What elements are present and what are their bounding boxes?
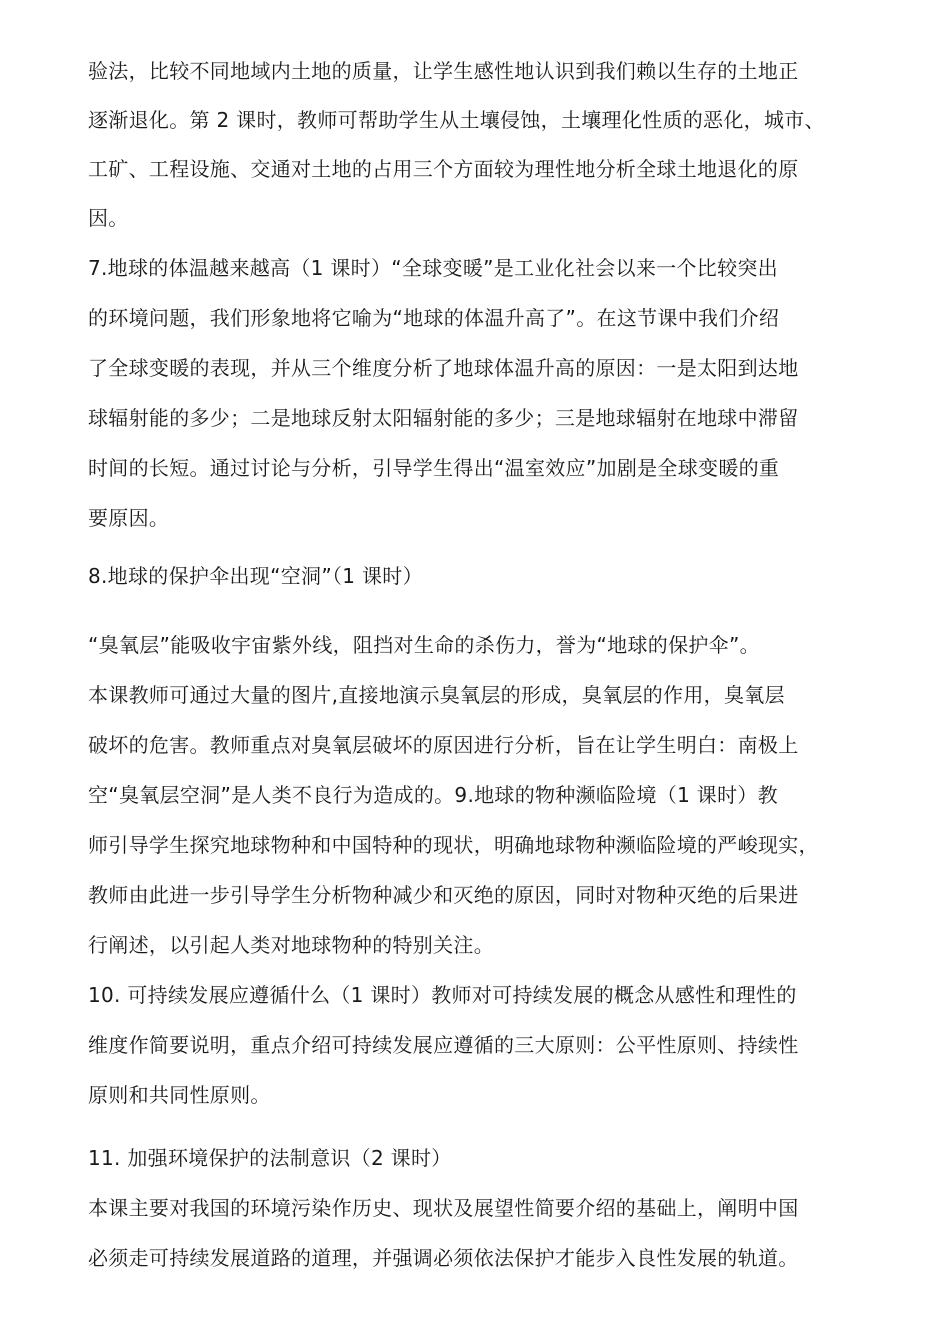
text-line: 破坏的危害。教师重点对臭氧层破坏的原因进行分析，旨在让学生明白：南极上 [88,733,799,757]
text-line: 验法，比较不同地域内土地的质量，让学生感性地认识到我们赖以生存的土地正 [88,59,799,83]
text-line: 了全球变暖的表现，并从三个维度分析了地球体温升高的原因：一是太阳到达地 [88,356,799,380]
text-line: 维度作简要说明，重点介绍可持续发展应遵循的三大原则：公平性原则、持续性 [88,1033,799,1057]
section-heading-11: 11. 加强环境保护的法制意识（2 课时） [88,1146,452,1170]
section-heading-7: 7.地球的体温越来越高（1 课时）“全球变暖”是工业化社会以来一个比较突出 [88,256,778,280]
text-line: “臭氧层”能吸收宇宙紫外线，阻挡对生命的杀伤力，誉为“地球的保护伞”。 [88,633,760,657]
text-line: 必须走可持续发展道路的道理，并强调必须依法保护才能步入良性发展的轨道。 [88,1246,799,1270]
section-heading-8: 8.地球的保护伞出现“空洞”（1 课时） [88,564,423,588]
text-line: 逐渐退化。第 2 课时，教师可帮助学生从土壤侵蚀，土壤理化性质的恶化，城市、 [88,108,825,132]
text-line: 时间的长短。通过讨论与分析，引导学生得出“温室效应”加剧是全球变暖的重 [88,456,780,480]
text-line: 工矿、工程设施、交通对土地的占用三个方面较为理性地分析全球土地退化的原 [88,157,799,181]
section-heading-10: 10. 可持续发展应遵循什么（1 课时）教师对可持续发展的概念从感性和理性的 [88,983,797,1007]
text-line: 原则和共同性原则。 [88,1083,271,1107]
text-line: 空“臭氧层空洞”是人类不良行为造成的。9.地球的物种濒临险境（1 课时）教 [88,783,778,807]
text-line: 的环境问题，我们形象地将它喻为“地球的体温升高了”。在这节课中我们介绍 [88,306,780,330]
text-line: 本课主要对我国的环境污染作历史、现状及展望性简要介绍的基础上，阐明中国 [88,1196,799,1220]
text-line: 行阐述，以引起人类对地球物种的特别关注。 [88,933,494,957]
text-line: 本课教师可通过大量的图片,直接地演示臭氧层的形成，臭氧层的作用，臭氧层 [88,683,785,707]
text-line: 球辐射能的多少；二是地球反射太阳辐射能的多少；三是地球辐射在地球中滞留 [88,406,799,430]
text-line: 师引导学生探究地球物种和中国特种的现状，明确地球物种濒临险境的严峻现实， [88,833,819,857]
text-line: 教师由此进一步引导学生分析物种减少和灭绝的原因，同时对物种灭绝的后果进 [88,883,799,907]
text-line: 要原因。 [88,506,170,530]
text-line: 因。 [88,206,129,230]
